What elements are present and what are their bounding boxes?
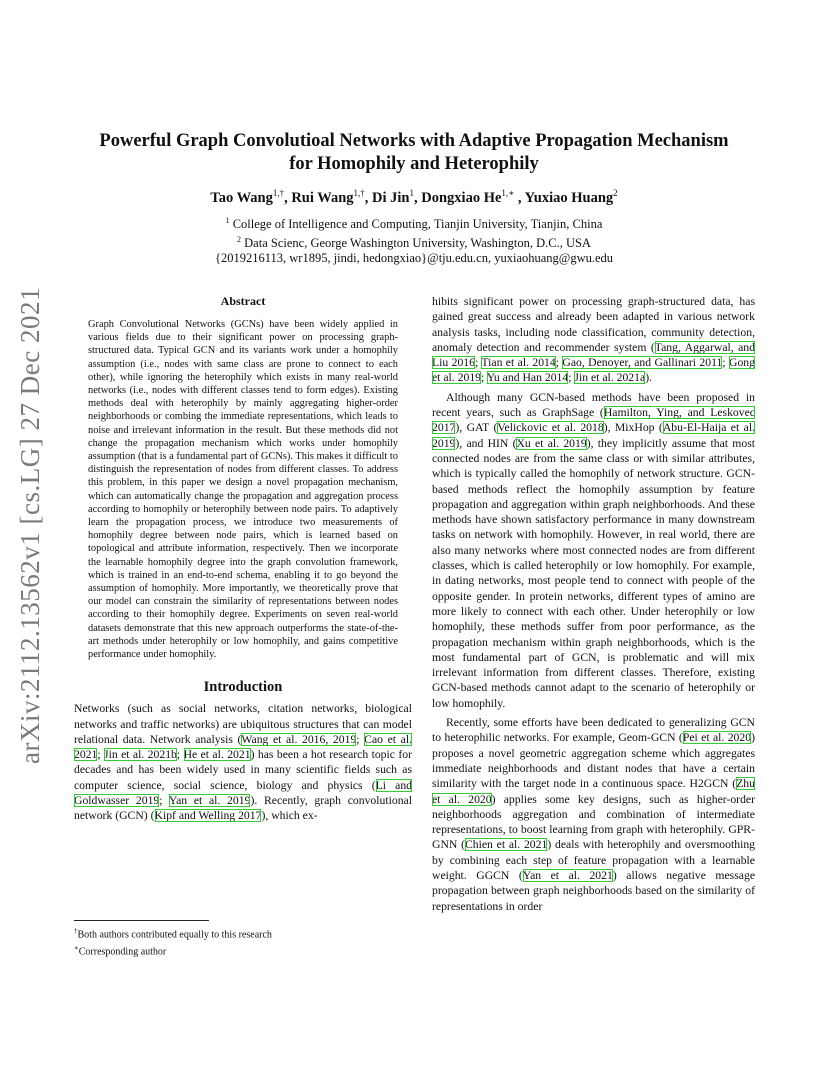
- paragraph-text: ) proposes a novel geometric aggregation scheme which aggregates immediate neighborhoods and distant nodes that have a certain similarity with the target node in a continuous space. H2GCN (: [432, 731, 755, 791]
- citation-link[interactable]: Velickovic et al. 2018: [497, 421, 604, 435]
- citation-link[interactable]: Li and Goldwasser 2019: [74, 778, 413, 808]
- citation-link[interactable]: Kipf and Welling 2017: [154, 809, 262, 823]
- paragraph-text: ;: [176, 748, 184, 762]
- citation-link[interactable]: Jin et al. 2021b: [104, 748, 177, 762]
- paragraph-text: ), which ex-: [261, 809, 318, 823]
- citation-link[interactable]: Xu et al. 2019: [516, 436, 587, 450]
- paragraph-text: ).: [645, 371, 653, 385]
- author: Yuxiao Huang$^2$: [524, 188, 618, 206]
- title-line-2: for Homophily and Heterophily: [289, 154, 539, 174]
- title-line-1: Powerful Graph Convolutioal Networks with Adaptive Propagation Mechanism: [99, 131, 729, 151]
- citation-link[interactable]: Cao et al. 2021: [74, 732, 412, 762]
- paragraph-text: ;: [568, 371, 575, 385]
- paragraph-text: hibits significant power on processing graph-structured data, has gained great success and already been adapted in various network analysis tasks, including node classification, community detection, anomaly detection and recommender system (: [432, 295, 755, 354]
- author: Dongxiao $He^{1,∗}$: [421, 188, 515, 206]
- body-paragraph: [432, 294, 755, 386]
- citation-link[interactable]: Hamilton, Ying, and Leskovec 2017: [432, 406, 755, 435]
- paragraph-text: ;: [481, 371, 487, 385]
- footnote-equal-contribution: †Both authors contributed equally to this research: [74, 927, 272, 941]
- paragraph-text: Although many GCN-based methods have been proposed in recent years, such as GraphSage (: [432, 390, 755, 420]
- paragraph-text: ), and HIN (: [455, 436, 517, 450]
- footnotes: [74, 920, 412, 959]
- affiliation-2: $^2$ Data Scienc, George Washington University, Washington, D.C., USA: [237, 235, 591, 251]
- body-paragraph: [432, 715, 755, 914]
- citation-link[interactable]: Gong et al. 2019: [432, 356, 755, 385]
- left-column: [74, 294, 412, 824]
- author: Di Jin$^1$: [372, 188, 414, 206]
- arxiv-identifier-text: arXiv:2112.13562v1 [cs.LG] 27 Dec 2021: [14, 286, 45, 764]
- introduction-heading: Introduction: [203, 679, 283, 696]
- abstract-heading: Abstract: [220, 294, 266, 308]
- citation-link[interactable]: Tang, Aggarwal, and Liu 2016: [432, 340, 755, 370]
- citation-link[interactable]: Yu and Han 2014: [486, 371, 569, 385]
- citation-link[interactable]: Chien et al. 2021: [464, 838, 548, 852]
- paragraph-text: ) applies some key designs, such as higher-order neighborhoods aggregation and combination of intermediate representations, to boost learning from graph with heterophily. GPR-GNN (: [432, 792, 755, 852]
- citation-link[interactable]: Tian et al. 2014: [481, 356, 556, 370]
- paragraph-text: ), MixHop (: [603, 421, 663, 435]
- paragraph-text: Recently, some efforts have been dedicated to generalizing GCN to heterophilic networks. For example, Geom-GCN (: [432, 716, 755, 745]
- author: Rui Wang$^{1,\dagger}$: [291, 188, 365, 206]
- paragraph-text: ;: [159, 794, 169, 808]
- body-paragraph: [432, 390, 755, 711]
- author-emails: {2019216113, wr1895, jindi, hedongxiao}@tju.edu.cn, yuxiaohuang@gwu.edu: [214, 251, 614, 266]
- arxiv-identifier-stamp: [6, 286, 54, 764]
- citation-link[interactable]: Pei et al. 2020: [682, 731, 752, 745]
- paragraph-text: ;: [475, 356, 482, 370]
- paragraph-text: ;: [356, 732, 365, 746]
- paragraph-text: Networks (such as social networks, citation networks, biological networks and traffic networks) are ubiquitous structures that can model relational data. Network analysis (: [74, 702, 412, 746]
- paragraph-text: ;: [97, 748, 105, 762]
- paragraph-text: ). Recently, graph convolutional network (GCN) (: [74, 794, 412, 823]
- paragraph-text: ), they implicitly assume that most connected nodes are from the same class or with similar attributes, which is typically called the homophily of network structure. GCN-based methods reflect the homophily assumption by feature propagation and aggregation within graph neighborhoods. And these methods have shown satisfactory performance in many downstream tasks on network with homophily. However, in real world, there are also many networks where most connected nodes are from different classes, which is called heterophily or low homophily. For example, in dating networks, most people tend to connect with people of the opposite gender. In protein networks, different types of amino are more likely to connect with each other. Under heterophily or low homophily, these methods suffer from poor performance, as the propagation mechanism within graph neighborhoods, which is the most fundamental part of GCN, is problematic and will mix irrelevant information from different classes. Therefore, existing GCN-based methods cannot adapt to the scenario of heterophily or low homophily.: [432, 436, 756, 710]
- citation-link[interactable]: Wang et al. 2016, 2019: [241, 732, 357, 746]
- paragraph-text: ) deals with heterophily and oversmoothing by combining each step of feature propagation with a learnable weight. GGCN (: [432, 838, 756, 882]
- paragraph-text: ) has been a hot research topic for decades and has been widely used in many scientific fields such as computer science, social science, biology and physics (: [74, 748, 412, 792]
- affiliations: [74, 213, 754, 266]
- citation-link[interactable]: Yan et al. 2021: [522, 868, 613, 882]
- right-column: [432, 294, 755, 914]
- paragraph-text: ), GAT (: [455, 421, 498, 435]
- citation-link[interactable]: Zhu et al. 2020: [432, 777, 755, 806]
- citation-link[interactable]: Gao, Denoyer, and Gallinari 2011: [562, 356, 723, 370]
- author: Tao Wang$^{1,\dagger}$: [210, 188, 285, 206]
- author-list: Tao Wang$^{1,\dagger}$, Rui Wang$^{1,\dagger}$, Di Jin$^1$, Dongxiao $He^{1,∗}$ , Yuxiao Huang$^2$: [210, 188, 618, 206]
- footnote-corresponding-author: ∗Corresponding author: [74, 943, 167, 958]
- footnote-rule: [74, 920, 209, 921]
- introduction-paragraph: [74, 701, 412, 823]
- citation-link[interactable]: Yan et al. 2019: [168, 794, 251, 808]
- citation-link[interactable]: Jin et al. 2021a: [574, 371, 646, 385]
- citation-link[interactable]: Abu-El-Haija et al. 2019: [432, 421, 755, 450]
- affiliation-1: $^1$ College of Intelligence and Computing, Tianjin University, Tianjin, China: [225, 216, 603, 232]
- paragraph-text: ;: [722, 356, 730, 370]
- paragraph-text: ) allows negative message propagation between graph neighborhoods based on the similarity of representations in order: [432, 868, 756, 913]
- abstract-text: Graph Convolutional Networks (GCNs) have been widely applied in various fields due to their significant power on processing graph-structured data. Typical GCN and its variants work under a homophily assumption (i.e., nodes with same class are prone to connect to each other), while ignoring the heterophily which exists in many real-world networks (i.e., nodes with different classes tend to form edges). Existing methods deal with heterophily by mainly aggregating higher-order neighborhoods or combing the immediate representations, which leads to noise and irrelevant information in the result. But these methods did not change the propagation mechanism which works under homophily assumption (that is a fundamental part of GCNs). This makes it difficult to distinguish the representation of nodes from different classes. To address this problem, in this paper we design a novel propagation mechanism, which can automatically change the propagation and aggregation process according to homophily or heterophily between node pairs. To adaptively learn the propagation process, we introduce two measurements of homophily degree between node pairs, which is learned based on topological and attribute information, respectively. Then we incorporate the learnable homophily degree into the graph convolution framework, which is trained in an end-to-end schema, enabling it to go beyond the assumption of homophily. More importantly, we theoretically prove that our model can constrain the similarity of representations between nodes according to their homophily degree. Experiments on seven real-world datasets demonstrate that this new approach outperforms the state-of-the-art methods under heterophily or low homophily, and gains competitive performance under homophily.: [88, 319, 398, 661]
- citation-link[interactable]: He et al. 2021: [183, 748, 251, 762]
- paper-title: [74, 130, 754, 176]
- paragraph-text: ;: [555, 356, 563, 370]
